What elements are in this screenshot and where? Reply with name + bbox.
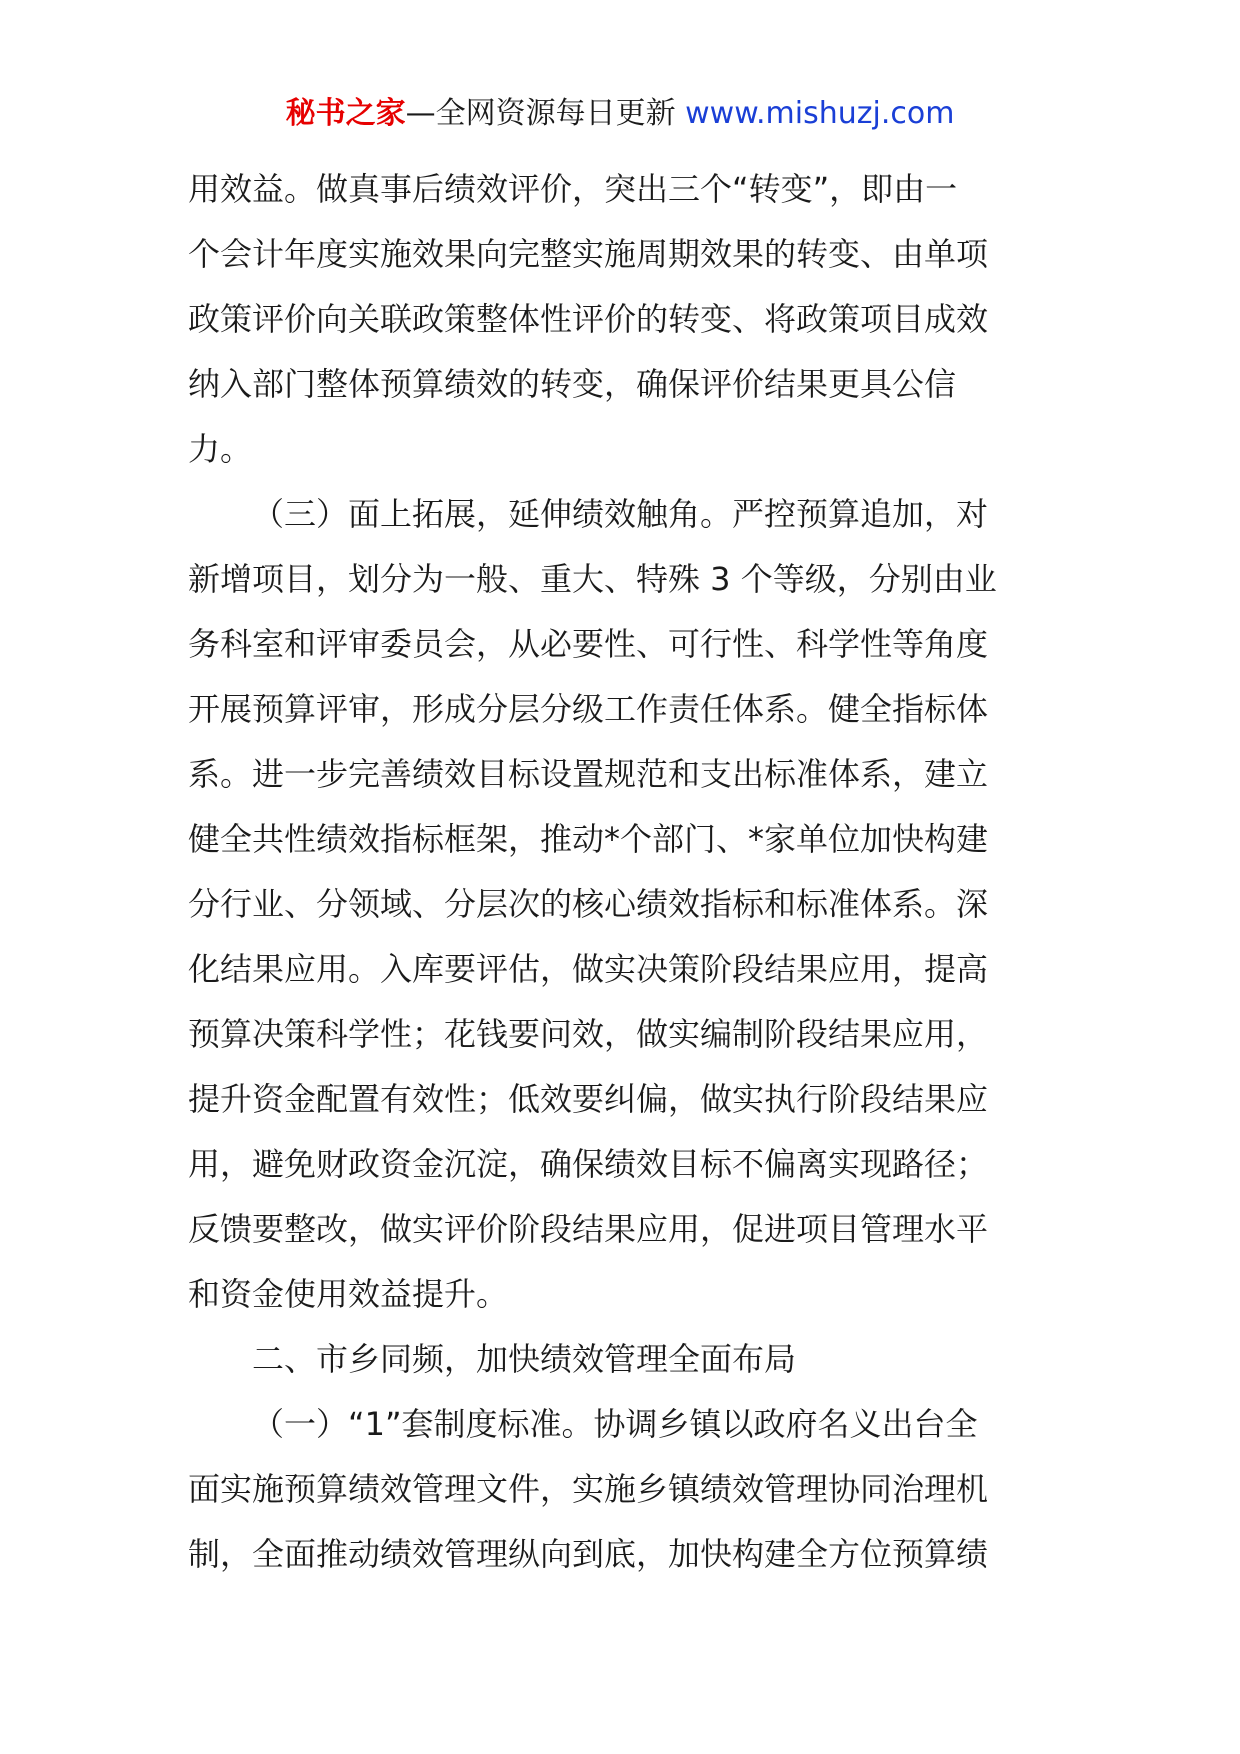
text-line: 化结果应用。入库要评估，做实决策阶段结果应用，提高 <box>188 950 989 988</box>
text-line: 个会计年度实施效果向完整实施周期效果的转变、由单项 <box>188 235 989 273</box>
text-line: 政策评价向关联政策整体性评价的转变、将政策项目成效 <box>188 300 989 338</box>
text-line: 预算决策科学性；花钱要问效，做实编制阶段结果应用， <box>188 1015 989 1053</box>
text-line: 系。进一步完善绩效目标设置规范和支出标准体系，建立 <box>188 755 989 793</box>
page-header <box>0 94 1240 134</box>
text-line: 分行业、分领域、分层次的核心绩效指标和标准体系。深 <box>188 885 989 923</box>
text-line: （一）“1”套制度标准。协调乡镇以政府名义出台全 <box>252 1405 978 1443</box>
website-link[interactable]: www.mishuzj.com <box>685 96 955 131</box>
text-line: 健全共性绩效指标框架，推动*个部门、*家单位加快构建 <box>188 820 989 858</box>
text-line: 制，全面推动绩效管理纵向到底，加快构建全方位预算绩 <box>188 1535 989 1573</box>
text-line: 纳入部门整体预算绩效的转变，确保评价结果更具公信 <box>188 365 957 403</box>
document-body <box>188 164 1058 1594</box>
text-line: 开展预算评审，形成分层分级工作责任体系。健全指标体 <box>188 690 989 728</box>
text-line: 新增项目，划分为一般、重大、特殊 3 个等级，分别由业 <box>188 560 997 598</box>
text-line: 反馈要整改，做实评价阶段结果应用，促进项目管理水平 <box>188 1210 989 1248</box>
text-line: 用效益。做真事后绩效评价，突出三个“转变”，即由一 <box>188 170 958 208</box>
text-line: 面实施预算绩效管理文件，实施乡镇绩效管理协同治理机 <box>188 1470 989 1508</box>
text-line: 和资金使用效益提升。 <box>188 1275 509 1313</box>
text-line: 提升资金配置有效性；低效要纠偏，做实执行阶段结果应 <box>188 1080 989 1118</box>
brand-name: 秘书之家 <box>285 96 406 131</box>
header-slogan: —全网资源每日更新 <box>405 96 686 131</box>
text-line: 力。 <box>188 430 253 468</box>
text-line: （三）面上拓展，延伸绩效触角。严控预算追加，对 <box>252 495 989 533</box>
text-line: 用，避免财政资金沉淀，确保绩效目标不偏离实现路径； <box>188 1145 989 1183</box>
text-line: 务科室和评审委员会，从必要性、可行性、科学性等角度 <box>188 625 989 663</box>
text-line: 二、市乡同频，加快绩效管理全面布局 <box>252 1340 797 1378</box>
